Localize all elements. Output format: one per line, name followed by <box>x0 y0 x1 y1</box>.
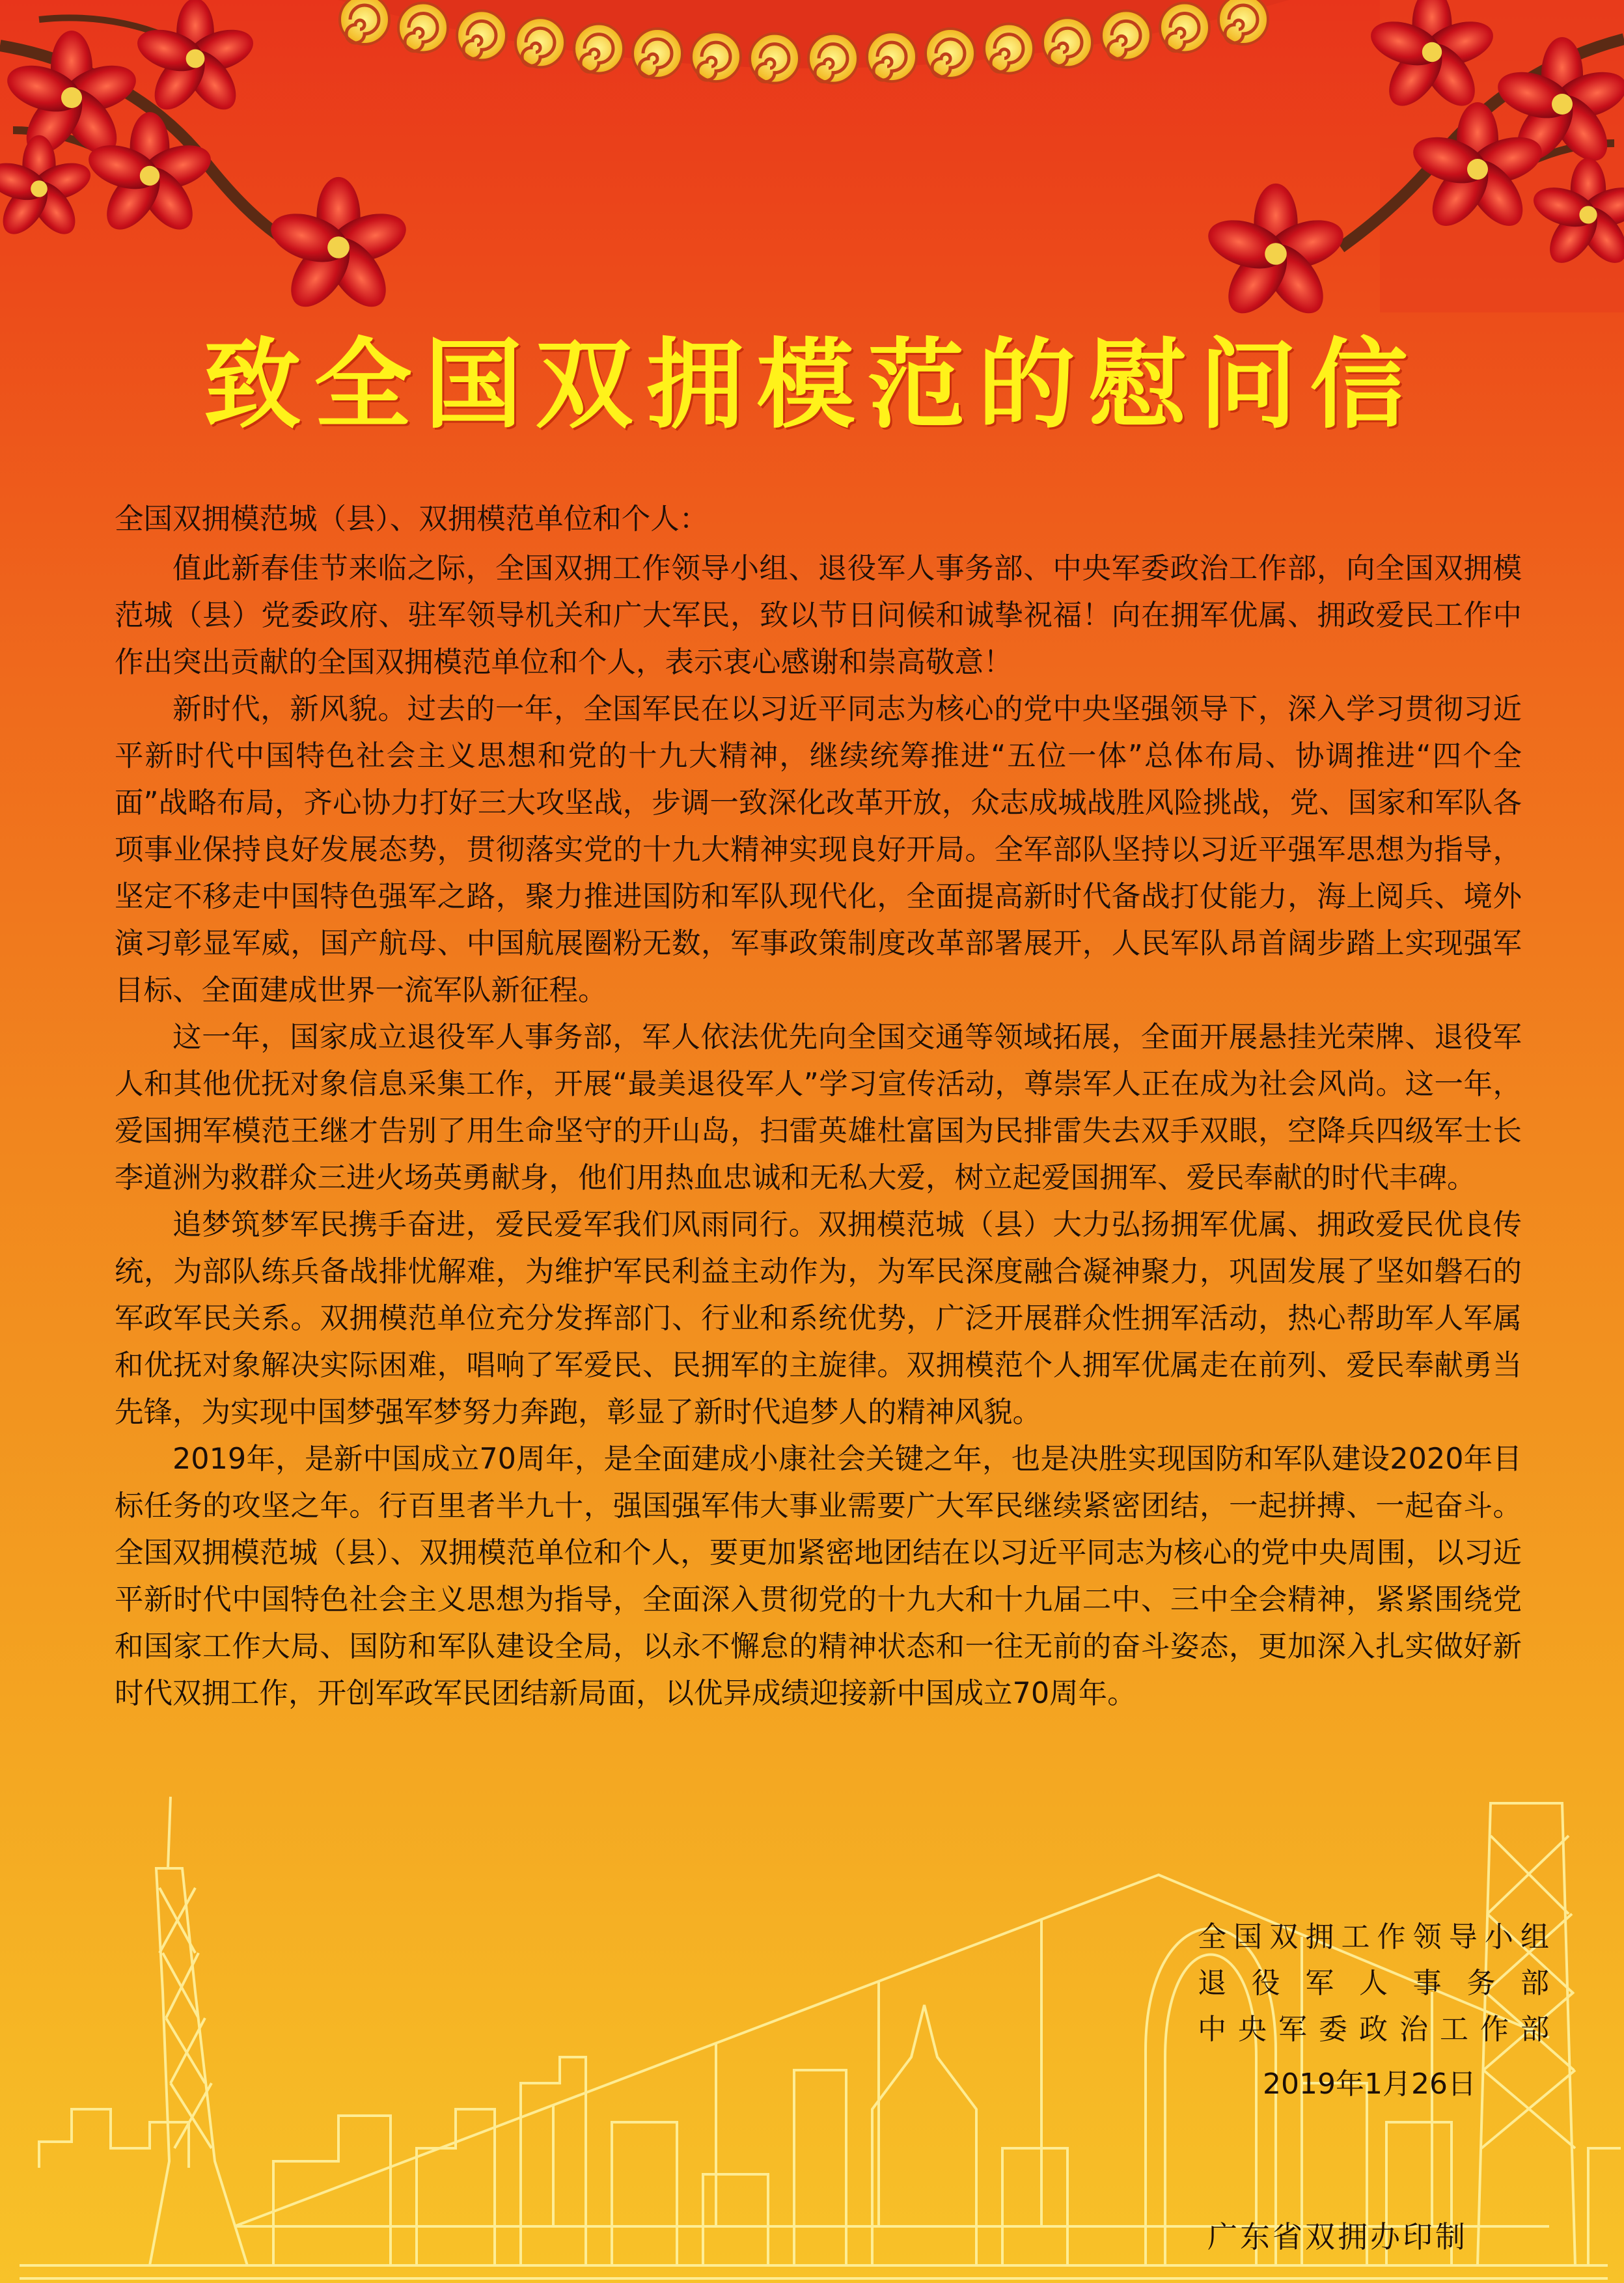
signatory: 全国双拥工作领导小组 <box>1198 1920 1549 1954</box>
paragraph: 这一年，国家成立退役军人事务部，军人依法优先向全国交通等领域拓展，全面开展悬挂光荣牌、退役军人和其他优抚对象信息采集工作，开展“最美退役军人”学习宣传活动，尊崇军人正在成为社会风尚。这一年，爱国拥军模范王继才告别了用生命坚守的开山岛，扫雷英雄杜富国为民排雷失去双手双眼，空降兵四级军士长李道洲为救群众三进火场英勇献身，他们用热血忠诚和无私大爱，树立起爱国拥军、爱民奉献的时代丰碑。 <box>115 1021 1522 1195</box>
letter-title: 致全国双拥模范的慰问信 <box>203 329 1421 442</box>
signatory: 中央军委政治工作部 <box>1198 2013 1549 2046</box>
signature-block <box>1198 1914 1549 2053</box>
paragraph: 新时代，新风貌。过去的一年，全国军民在以习近平同志为核心的党中央坚强领导下，深入学习贯彻习近平新时代中国特色社会主义思想和党的十九大精神，继续统筹推进“五位一体”总体布局、协调推进“四个全面”战略布局，齐心协力打好三大攻坚战，步调一致深化改革开放，众志成城战胜风险挑战，党、国家和军队各项事业保持良好发展态势，贯彻落实党的十九大精神实现良好开局。全军部队坚持以习近平强军思想为指导，坚定不移走中国特色强军之路，聚力推进国防和军队现代化，全面提高新时代备战打仗能力，海上阅兵、境外演习彰显军威，国产航母、中国航展圈粉无数，军事政策制度改革部署展开，人民军队昂首阔步踏上实现强军目标、全面建成世界一流军队新征程。 <box>115 693 1522 1007</box>
red-flower-branch-left <box>0 0 412 317</box>
paragraph: 2019年，是新中国成立70周年，是全面建成小康社会关键之年，也是决胜实现国防和军队建设2020年目标任务的攻坚之年。行百里者半九十，强国强军伟大事业需要广大军民继续紧密团结，一起拼搏、一起奋斗。全国双拥模范城（县）、双拥模范单位和个人，要更加紧密地团结在以习近平同志为核心的党中央周围，以习近平新时代中国特色社会主义思想为指导，全面深入贯彻党的十九大和十九届二中、三中全会精神，紧紧围绕党和国家工作大局、国防和军队建设全局，以永不懈怠的精神状态和一往无前的奋斗姿态，更加深入扎实做好新时代双拥工作，开创军政军民团结新局面，以优异成绩迎接新中国成立70周年。 <box>115 1443 1522 1710</box>
paragraph: 值此新春佳节来临之际，全国双拥工作领导小组、退役军人事务部、中央军委政治工作部，向全国双拥模范城（县）党委政府、驻军领导机关和广大军民，致以节日问候和诚挚祝福！向在拥军优属、拥政爱民工作中作出突出贡献的全国双拥模范单位和个人，表示衷心感谢和崇高敬意！ <box>115 552 1522 679</box>
salutation: 全国双拥模范城（县）、双拥模范单位和个人： <box>115 503 709 536</box>
letter-body <box>115 496 1522 1717</box>
paragraph: 追梦筑梦军民携手奋进，爱民爱军我们风雨同行。双拥模范城（县）大力弘扬拥军优属、拥政爱民优良传统，为部队练兵备战排忧解难，为维护军民利益主动作为，为军民深度融合凝神聚力，巩固发展了坚如磐石的军政军民关系。双拥模范单位充分发挥部门、行业和系统优势，广泛开展群众性拥军活动，热心帮助军人军属和优抚对象解决实际困难，唱响了军爱民、民拥军的主旋律。双拥模范个人拥军优属走在前列、爱民奉献勇当先锋，为实现中国梦强军梦努力奔跑，彰显了新时代追梦人的精神风貌。 <box>115 1208 1522 1429</box>
signatory: 退役军人事务部 <box>1198 1967 1549 2000</box>
signature-date: 2019年1月26日 <box>1263 2068 1476 2101</box>
cloud-swirl-ornament <box>338 0 1289 83</box>
printer-credit: 广东省双拥办印制 <box>1207 2219 1468 2254</box>
